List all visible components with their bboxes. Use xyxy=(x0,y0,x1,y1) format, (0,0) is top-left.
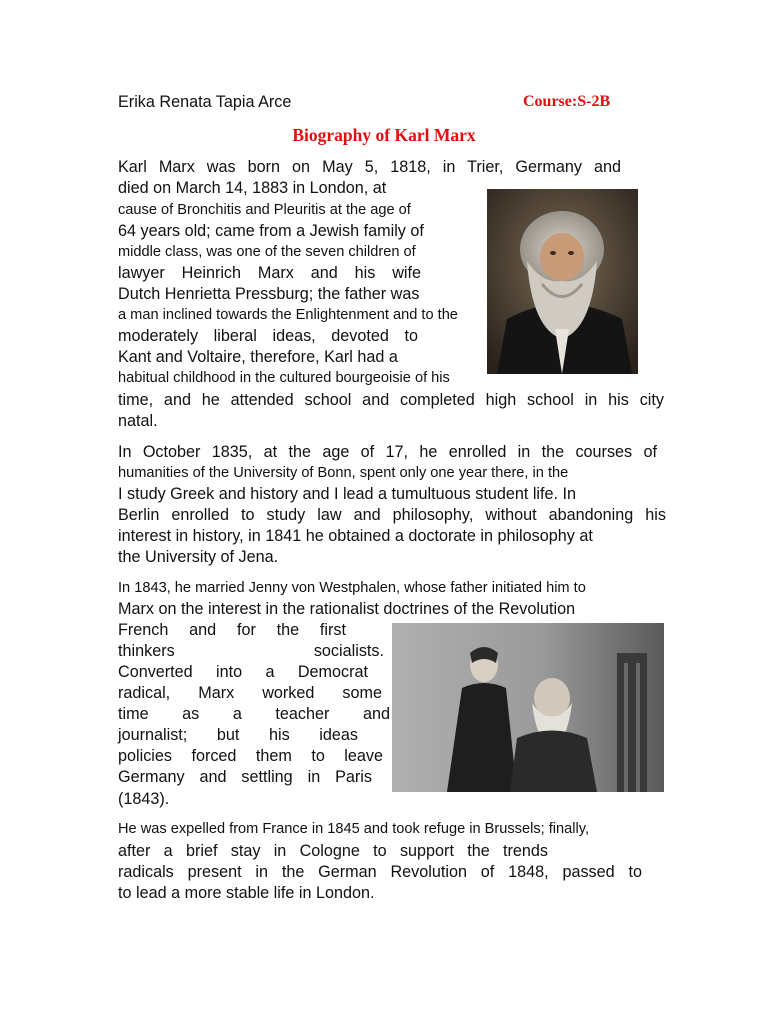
text-line: the University of Jena. xyxy=(118,548,279,566)
text-line: habitual childhood in the cultured bourgeoisie of his xyxy=(118,370,450,386)
text-line: interest in history, in 1841 he obtained a doctorate in philosophy at xyxy=(118,527,593,545)
text-line: time, and he attended school and completed high school in his city xyxy=(118,391,664,409)
text-line: lawyer Heinrich Marx and his wife xyxy=(118,264,421,282)
text-line: to lead a more stable life in London. xyxy=(118,884,375,902)
text-line: died on March 14, 1883 in London, at xyxy=(118,179,387,197)
text-line: moderately liberal ideas, devoted to xyxy=(118,327,418,345)
text-line: Karl Marx was born on May 5, 1818, in Trier, Germany and xyxy=(118,158,621,176)
text-line: 64 years old; came from a Jewish family of xyxy=(118,222,424,240)
text-line: In October 1835, at the age of 17, he enrolled in the courses of xyxy=(118,443,657,461)
text-line: Converted into a Democrat xyxy=(118,663,368,681)
text-line: I study Greek and history and I lead a tumultuous student life. In xyxy=(118,485,577,503)
text-line: middle class, was one of the seven children of xyxy=(118,244,416,260)
text-line: Kant and Voltaire, therefore, Karl had a xyxy=(118,348,398,366)
text-line: (1843). xyxy=(118,790,170,808)
text-line: policies forced them to leave xyxy=(118,747,383,765)
text-line: a man inclined towards the Enlightenment and to the xyxy=(118,307,458,323)
text-line: French and for the first xyxy=(118,621,346,639)
text-line: journalist; but his ideas xyxy=(118,726,358,744)
document-title: Biography of Karl Marx xyxy=(292,125,476,145)
text-line: Marx on the interest in the rationalist doctrines of the Revolution xyxy=(118,600,576,618)
portrait-photo xyxy=(487,189,638,374)
text-line: Germany and settling in Paris xyxy=(118,768,372,786)
text-line: Berlin enrolled to study law and philosophy, without abandoning his xyxy=(118,506,666,524)
couple-photo xyxy=(392,623,664,792)
text-line: In 1843, he married Jenny von Westphalen, whose father initiated him to xyxy=(118,580,586,596)
text-line: cause of Bronchitis and Pleuritis at the age of xyxy=(118,202,411,218)
text-line: humanities of the University of Bonn, spent only one year there, in the xyxy=(118,465,569,481)
text-line: He was expelled from France in 1845 and took refuge in Brussels; finally, xyxy=(118,821,590,837)
text-line: radicals present in the German Revolution of 1848, passed to xyxy=(118,863,642,881)
text-line: thinkers socialists. xyxy=(118,642,384,660)
text-line: radical, Marx worked some xyxy=(118,684,382,702)
author-name: Erika Renata Tapia Arce xyxy=(118,93,292,111)
text-line: time as a teacher and xyxy=(118,705,390,723)
course-label: Course:S-2B xyxy=(523,93,611,110)
text-line: Dutch Henrietta Pressburg; the father was xyxy=(118,285,420,303)
text-line: natal. xyxy=(118,412,158,430)
text-line: after a brief stay in Cologne to support the trends xyxy=(118,842,548,860)
